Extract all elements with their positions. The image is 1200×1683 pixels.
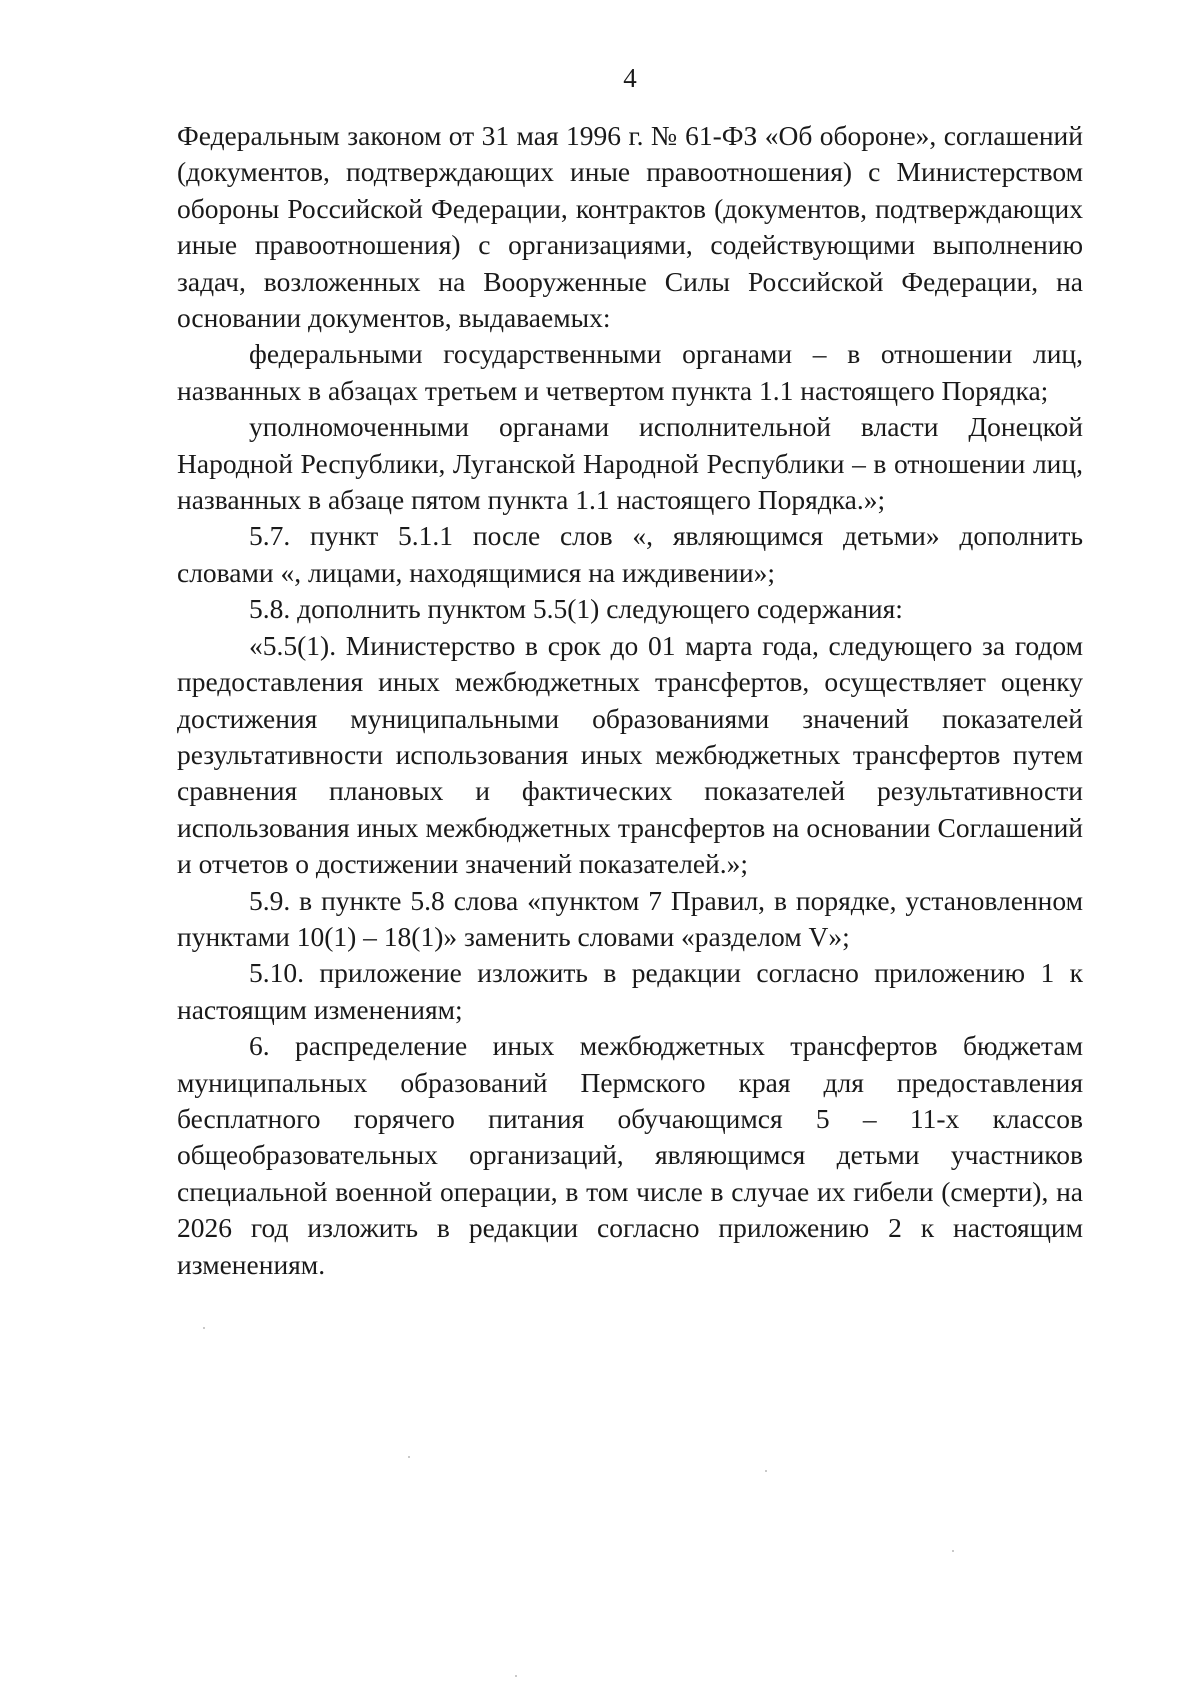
- paragraph-5-10: 5.10. приложение изложить в редакции согласно приложению 1 к настоящим изменениям;: [177, 957, 1083, 1025]
- paragraph-5-9: 5.9. в пункте 5.8 слова «пунктом 7 Правил, в порядке, установленном пунктами 10(1) – 18(1)» заменить словами «разделом V»;: [177, 884, 1083, 952]
- paragraph-continuation: Федеральным законом от 31 мая 1996 г. № 61-ФЗ «Об обороне», соглашений (документов, подтверждающих иные правоотношения) с Министерством обороны Российской Федерации, контрактов (документов, подтверждающих иные правоотношения) с организациями, содействующими выполнению задач, возложенных на Вооруженные Силы Российской Федерации, на основании документов, выдаваемых:: [177, 120, 1083, 334]
- page-number: 4: [623, 63, 637, 93]
- scan-speck: [765, 1470, 767, 1472]
- scan-speck: [515, 1675, 517, 1677]
- paragraph-5-5-1: «5.5(1). Министерство в срок до 01 марта года, следующего за годом предоставления иных межбюджетных трансфертов, осуществляет оценку достижения муниципальными образованиями значений показателей результативности использования иных межбюджетных трансфертов путем сравнения плановых и фактических показателей результативности использования иных межбюджетных трансфертов на основании Соглашений и отчетов о достижении значений показателей.»;: [177, 629, 1083, 880]
- paragraph-5-8: 5.8. дополнить пунктом 5.5(1) следующего содержания:: [249, 593, 903, 625]
- document-body: [177, 118, 1083, 1283]
- paragraph-5-7: 5.7. пункт 5.1.1 после слов «, являющимся детьми» дополнить словами «, лицами, находящимися на иждивении»;: [177, 520, 1083, 588]
- paragraph-federal-bodies: федеральными государственными органами – в отношении лиц, названных в абзацах третьем и четвертом пункта 1.1 настоящего Порядка;: [177, 338, 1083, 406]
- paragraph-6: 6. распределение иных межбюджетных трансфертов бюджетам муниципальных образований Пермского края для предоставления бесплатного горячего питания обучающимся 5 – 11-х классов общеобразовательных организаций, являющимся детьми участников специальной военной операции, в том числе в случае их гибели (смерти), на 2026 год изложить в редакции согласно приложению 2 к настоящим изменениям.: [177, 1030, 1083, 1280]
- scan-speck: [952, 1550, 954, 1552]
- paragraph-authorized-bodies: уполномоченными органами исполнительной власти Донецкой Народной Республики, Луганской Народной Республики – в отношении лиц, названных в абзаце пятом пункта 1.1 настоящего Порядка.»;: [177, 411, 1083, 516]
- scan-speck: [203, 1327, 205, 1329]
- scan-speck: [408, 1456, 410, 1458]
